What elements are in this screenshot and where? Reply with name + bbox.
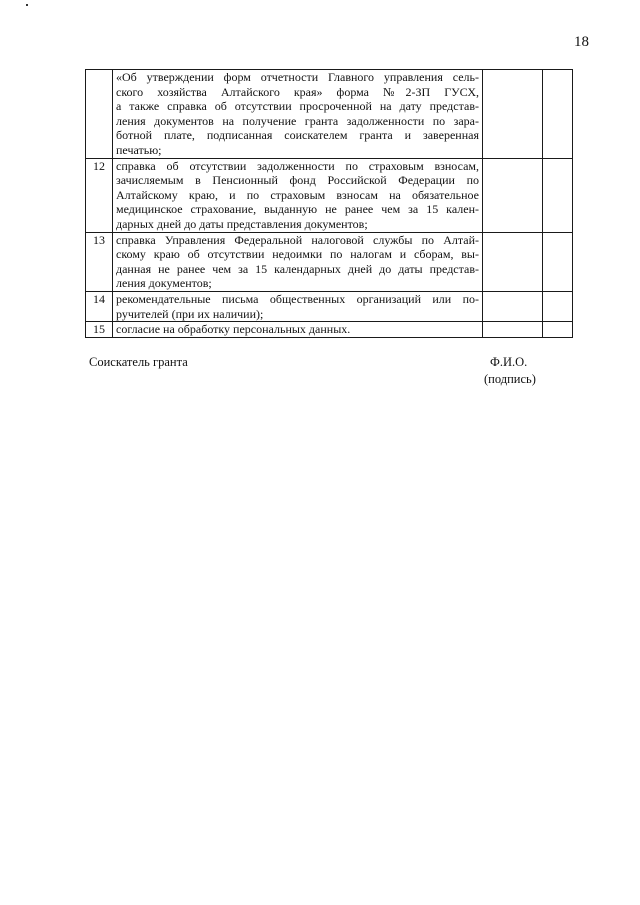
text-line: справка Управления Федеральной налоговой службы по Алтай- bbox=[116, 232, 479, 247]
table-row bbox=[86, 158, 573, 232]
empty-cell bbox=[483, 322, 543, 338]
table-row bbox=[86, 291, 573, 321]
documents-table bbox=[85, 69, 573, 338]
text-line: ления документов на получение гранта задолженности по зара- bbox=[116, 113, 479, 128]
text-line: а также справка об отсутствии просроченной на дату представ- bbox=[116, 99, 479, 114]
text-line: рекомендательные письма общественных организаций или по- bbox=[116, 291, 479, 306]
text-line: ского хозяйства Алтайского края» форма №2-ЗП ГУСХ, bbox=[116, 84, 479, 99]
text-line: ботной плате, подписанная соискателем гранта и заверенная bbox=[116, 128, 479, 143]
row-number: 14 bbox=[86, 291, 113, 321]
text-line: «Об утверждении форм отчетности Главного управления сель- bbox=[116, 70, 479, 84]
signature-hint: (подпись) bbox=[484, 372, 536, 386]
row-text bbox=[113, 158, 483, 232]
empty-cell bbox=[483, 232, 543, 291]
text-line: дарных дней до даты представления документов; bbox=[116, 216, 368, 231]
text-line: Алтайскому краю, и по страховым взносам на обязательное bbox=[116, 187, 479, 202]
row-number bbox=[86, 70, 113, 159]
empty-cell bbox=[543, 322, 573, 338]
row-number: 15 bbox=[86, 322, 113, 338]
page-number: 18 bbox=[574, 34, 589, 50]
text-line: ления документов; bbox=[116, 276, 212, 291]
text-line: печатью; bbox=[116, 142, 162, 157]
table-row bbox=[86, 322, 573, 338]
text-line: ручителей (при их наличии); bbox=[116, 306, 264, 321]
text-line: скому краю об отсутствии недоимки по налогам и сборам, вы- bbox=[116, 247, 479, 262]
row-text bbox=[113, 232, 483, 291]
empty-cell bbox=[483, 158, 543, 232]
text-line: справка об отсутствии задолженности по страховым взносам, bbox=[116, 158, 479, 173]
empty-cell bbox=[483, 291, 543, 321]
text-line: медицинское страхование, выданную не ранее чем за 15 кален- bbox=[116, 202, 479, 217]
empty-cell bbox=[543, 70, 573, 159]
empty-cell bbox=[543, 291, 573, 321]
scan-mark bbox=[26, 4, 28, 6]
table-row bbox=[86, 70, 573, 159]
empty-cell bbox=[543, 232, 573, 291]
table-row bbox=[86, 232, 573, 291]
row-text bbox=[113, 291, 483, 321]
text-line: зачисляемым в Пенсионный фонд Российской Федерации по bbox=[116, 173, 479, 188]
row-text bbox=[113, 70, 483, 159]
empty-cell bbox=[543, 158, 573, 232]
text-line: согласие на обработку персональных данных. bbox=[116, 322, 351, 337]
fio-label: Ф.И.О. bbox=[490, 355, 528, 369]
empty-cell bbox=[483, 70, 543, 159]
applicant-label: Соискатель гранта bbox=[89, 355, 188, 369]
row-number: 13 bbox=[86, 232, 113, 291]
text-line: данная не ранее чем за 15 календарных дней до даты представ- bbox=[116, 261, 479, 276]
row-number: 12 bbox=[86, 158, 113, 232]
row-text bbox=[113, 322, 483, 338]
